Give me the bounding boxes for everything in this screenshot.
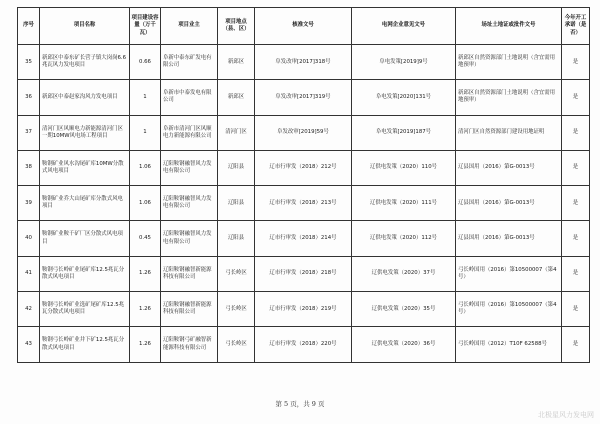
header-cell-owner: 项目业主 [161,8,218,45]
cell-location: 辽阳县 [218,150,255,185]
cell-name: 鞍钢矿业风水沟尾矿库10MW分散式风电项目 [40,150,130,185]
cell-start-commitment: 是 [562,115,590,150]
cell-name: 新邱区中泰东矿长营子镇大岗岗6.6兆瓦风力发电项目 [40,45,130,80]
cell-owner: 辽阳鞍钢融智新能源科技有限公司 [161,292,218,327]
table-row [18,327,590,362]
cell-capacity: 0.45 [130,221,161,256]
cell-owner: 辽阳鞍钢弓矿融智新能源科技有限公司 [161,327,218,362]
cell-index: 43 [18,327,40,362]
cell-grid-opinion: 辽供电发策（2020）112号 [352,221,456,256]
cell-grid-opinion: 辽供电发策（2020）36号 [352,327,456,362]
cell-location: 辽阳县 [218,221,255,256]
cell-start-commitment: 是 [562,80,590,115]
page-number: 第 5 页，共 9 页 [275,400,325,408]
cell-land-cert: 新邱区自然资源部门土地说明（含宜需用地预审） [456,45,562,80]
cell-index: 37 [18,115,40,150]
cell-index: 39 [18,186,40,221]
header-cell-capacity: 项目建设容量（万千瓦） [130,8,161,45]
table-row [18,292,590,327]
cell-start-commitment: 是 [562,186,590,221]
cell-capacity: 1 [130,80,161,115]
cell-land-cert: 弓长岭国用（2012）T10F 62588号 [456,327,562,362]
table-row [18,115,590,150]
cell-owner: 辽阳鞍钢融智风力发电有限公司 [161,186,218,221]
table-row [18,150,590,185]
table-row [18,221,590,256]
cell-owner: 阜新中泰东矿发电有限公司 [161,45,218,80]
cell-approval: 辽市行审发（2018）218号 [255,256,352,291]
cell-grid-opinion: 辽供电发策（2020）37号 [352,256,456,291]
cell-approval: 辽市行审发（2018）220号 [255,327,352,362]
cell-grid-opinion: 辽供电发策（2020）110号 [352,150,456,185]
cell-grid-opinion: 阜电发策[2020]131号 [352,80,456,115]
cell-land-cert: 辽县国用（2016）第G-0013号 [456,150,562,185]
header-cell-grid-opinion: 电网企业意见文号 [352,8,456,45]
cell-capacity: 1.06 [130,186,161,221]
cell-capacity: 1.06 [130,150,161,185]
cell-index: 38 [18,150,40,185]
cell-location: 弓长岭区 [218,292,255,327]
header-cell-start-commitment: 今年开工承诺（是否） [562,8,590,45]
cell-approval: 阜发改审[2017]319号 [255,80,352,115]
cell-name: 鞍钢弓长岭矿业井下矿12.5兆瓦分散式风电项目 [40,327,130,362]
cell-owner: 辽阳鞍钢融智新能源科技有限公司 [161,256,218,291]
cell-approval: 辽市行审发（2018）219号 [255,292,352,327]
cell-start-commitment: 是 [562,256,590,291]
cell-grid-opinion: 阜电发策[2019]187号 [352,115,456,150]
cell-name: 鞍钢弓长岭矿业尾矿库12.5兆瓦分散式风电项目 [40,256,130,291]
cell-start-commitment: 是 [562,327,590,362]
cell-grid-opinion: 辽供电发策（2020）35号 [352,292,456,327]
table-header [18,8,590,45]
table-row [18,256,590,291]
header-row [18,8,590,45]
cell-location: 新邱区 [218,45,255,80]
project-table [17,7,590,363]
cell-land-cert: 弓长岭国用（2016）第10500007（第4号） [456,256,562,291]
cell-location: 新邱区 [218,80,255,115]
cell-land-cert: 辽县国用（2016）第G-0013号 [456,221,562,256]
cell-approval: 阜发改审[2017]318号 [255,45,352,80]
table-row [18,45,590,80]
header-cell-location: 项目地点（县、区） [218,8,255,45]
header-cell-land-cert: 场址土地证或批件文号 [456,8,562,45]
cell-name: 鞍钢矿业乔大山尾矿库分散式风电项目 [40,186,130,221]
cell-land-cert: 弓长岭国用（2016）第10500007（第4号） [456,292,562,327]
cell-start-commitment: 是 [562,45,590,80]
cell-land-cert: 清河门区自然资源部门建设用地证明 [456,115,562,150]
cell-approval: 辽市行审发（2018）213号 [255,186,352,221]
cell-approval: 辽市行审发（2018）212号 [255,150,352,185]
header-cell-name: 项目名称 [40,8,130,45]
cell-land-cert: 辽县国用（2016）第G-0013号 [456,186,562,221]
cell-capacity: 1.26 [130,292,161,327]
table-row [18,80,590,115]
cell-owner: 阜新市清河门区风顺电力新能源有限公司 [161,115,218,150]
cell-index: 35 [18,45,40,80]
cell-start-commitment: 是 [562,292,590,327]
cell-owner: 辽阳鞍钢融智风力发电有限公司 [161,150,218,185]
header-cell-index: 序号 [18,8,40,45]
cell-location: 弓长岭区 [218,256,255,291]
watermark: 北极星风力发电网 [538,411,594,419]
table-row [18,186,590,221]
cell-index: 41 [18,256,40,291]
cell-location: 辽阳县 [218,186,255,221]
cell-capacity: 1.26 [130,327,161,362]
cell-location: 清河门区 [218,115,255,150]
cell-name: 鞍钢弓长岭矿业选矿尾矿库12.5兆瓦分散式风电项目 [40,292,130,327]
cell-location: 弓长岭区 [218,327,255,362]
cell-name: 新邱区中泰赵家沟风力发电项目 [40,80,130,115]
cell-grid-opinion: 阜电发策[2019]9号 [352,45,456,80]
cell-grid-opinion: 辽供电发策（2020）111号 [352,186,456,221]
cell-capacity: 1.26 [130,256,161,291]
cell-owner: 辽阳鞍钢融智风力发电有限公司 [161,221,218,256]
cell-index: 36 [18,80,40,115]
cell-start-commitment: 是 [562,221,590,256]
cell-name: 鞍钢矿业鞍千矿厂区分散式风电项目 [40,221,130,256]
cell-owner: 阜新市中泰发电有限公司 [161,80,218,115]
cell-approval: 辽市行审发（2018）214号 [255,221,352,256]
cell-land-cert: 新邱区自然资源部门土地说明（含宜需用地预审） [456,80,562,115]
cell-capacity: 0.66 [130,45,161,80]
header-cell-approval: 核准文号 [255,8,352,45]
cell-index: 42 [18,292,40,327]
cell-index: 40 [18,221,40,256]
cell-start-commitment: 是 [562,150,590,185]
cell-name: 清河门区风顺电力新能源清河门区一期10MW风电场工程项目 [40,115,130,150]
cell-capacity: 1 [130,115,161,150]
cell-approval: 阜发改审[2019]59号 [255,115,352,150]
